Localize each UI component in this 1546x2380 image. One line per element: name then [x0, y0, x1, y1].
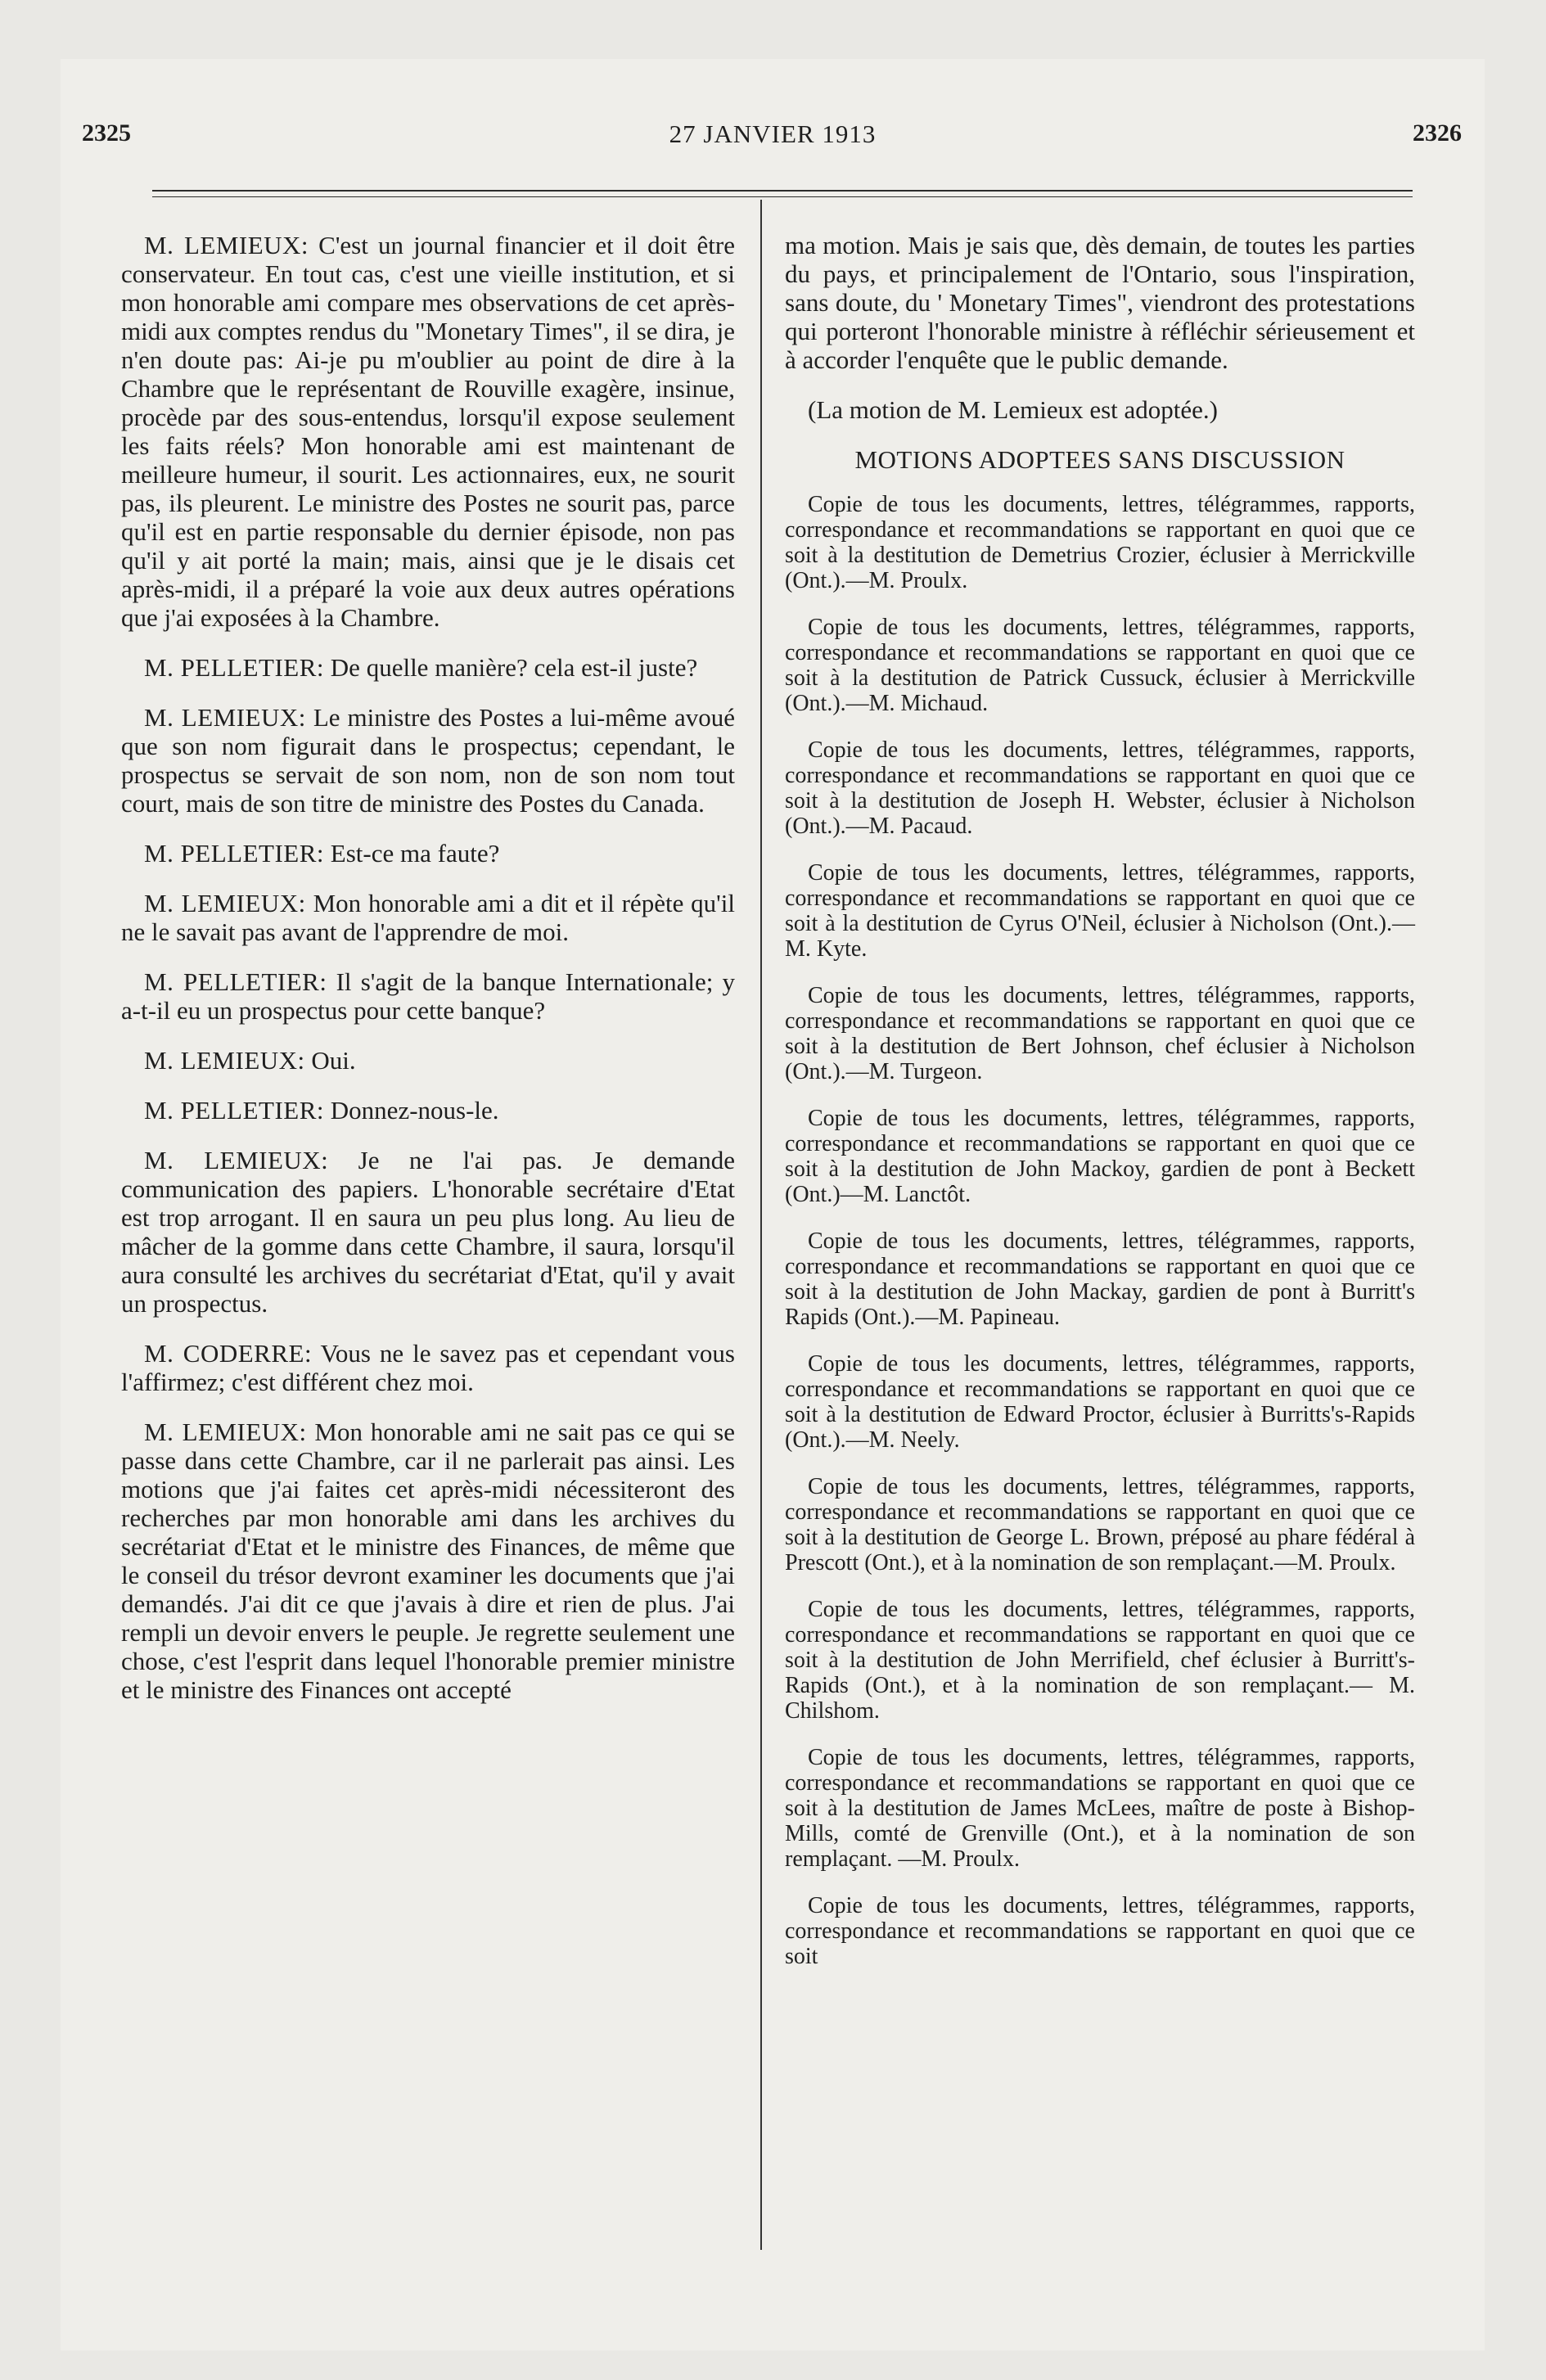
speech-text: De quelle manière? cela est-il juste? — [324, 653, 698, 682]
speech-paragraph — [121, 889, 735, 946]
speech-text: Mon honorable ami a dit et il répète qu'il ne le savait pas avant de l'apprendre de moi. — [121, 889, 735, 946]
motion-item: Copie de tous les documents, lettres, télégrammes, rapports, correspondance et recommandations se rapportant en quoi que ce soit à la destitution de Cyrus O'Neil, éclusier à Nicholson (Ont.).—M. Kyte. — [785, 860, 1415, 962]
speaker-name: M. PELLETIER: — [144, 839, 325, 868]
speech-paragraph — [121, 1046, 735, 1075]
speech-text: Mon honorable ami ne sait pas ce qui se passe dans cette Chambre, car il ne parlerait pas ainsi. Les motions que j'ai faites cet après-midi nécessiteront des recherches par mon honorable ami dans les archives du secrétariat d'Etat et le ministre des Finances, de même que le conseil du trésor devront examiner les documents que j'ai demandés. J'ai dit ce que j'avais à dire et rien de plus. J'ai rempli un devoir envers le peuple. Je regrette seulement une chose, c'est l'esprit dans lequel l'honorable premier ministre et le ministre des Finances ont accepté — [121, 1418, 735, 1704]
left-column — [121, 231, 735, 1725]
speaker-name: M. PELLETIER: — [144, 653, 325, 682]
header-date: 27 JANVIER 1913 — [669, 119, 877, 148]
speaker-name: M. LEMIEUX: — [144, 1146, 329, 1174]
speech-paragraph — [121, 1146, 735, 1318]
speaker-name: M. PELLETIER: — [144, 1096, 325, 1125]
speech-paragraph — [121, 1418, 735, 1704]
speech-text: Vous ne le savez pas et cependant vous l'affirmez; c'est différent chez moi. — [121, 1339, 735, 1396]
motion-item: Copie de tous les documents, lettres, télégrammes, rapports, correspondance et recommandations se rapportant en quoi que ce soit à la destitution de John Mackoy, gardien de pont à Beckett (Ont.)—M. Lanctôt. — [785, 1106, 1415, 1207]
column-divider — [760, 200, 762, 2250]
adopted-note: (La motion de M. Lemieux est adoptée.) — [808, 395, 1219, 424]
motion-item: Copie de tous les documents, lettres, télégrammes, rapports, correspondance et recommandations se rapportant en quoi que ce soit à la destitution de George L. Brown, préposé au phare fédéral à Prescott (Ont.), et à la nomination de son remplaçant.—M. Proulx. — [785, 1474, 1415, 1575]
speech-paragraph — [121, 1096, 735, 1125]
speech-paragraph — [121, 967, 735, 1025]
speaker-name: M. LEMIEUX: — [144, 889, 306, 917]
speech-paragraph — [121, 653, 735, 682]
motion-item: Copie de tous les documents, lettres, télégrammes, rapports, correspondance et recommandations se rapportant en quoi que ce soit à la destitution de John Mackay, gardien de pont à Burritt's Rapids (Ont.).—M. Papineau. — [785, 1228, 1415, 1330]
speech-text: Est-ce ma faute? — [324, 839, 500, 868]
speaker-name: M. PELLETIER: — [144, 967, 327, 996]
speech-text: Il s'agit de la banque Internationale; y a-t-il eu un prospectus pour cette banque? — [121, 967, 736, 1025]
header-rule — [152, 190, 1413, 192]
document-page — [61, 59, 1485, 2351]
page-number-right: 2326 — [1413, 119, 1462, 146]
speech-text: Le ministre des Postes a lui-même avoué que son nom figurait dans le prospectus; cependant, le prospectus se servait de son nom, non de son nom tout court, mais de son titre de ministre des Postes du Canada. — [121, 703, 735, 818]
motion-item: Copie de tous les documents, lettres, télégrammes, rapports, correspondance et recommandations se rapportant en quoi que ce soit à la destitution de Bert Johnson, chef éclusier à Nicholson (Ont.).—M. Turgeon. — [785, 983, 1415, 1084]
speaker-name: M. LEMIEUX: — [144, 1046, 305, 1075]
speech-paragraph — [121, 703, 735, 818]
speech-text: Donnez-nous-le. — [324, 1096, 499, 1125]
header-rule-thin — [152, 196, 1413, 197]
speaker-name: M. LEMIEUX: — [144, 1418, 307, 1446]
section-heading: MOTIONS ADOPTEES SANS DISCUSSION — [854, 445, 1345, 474]
speech-paragraph — [121, 839, 735, 868]
page-header — [61, 119, 1485, 160]
speaker-name: M. CODERRE: — [144, 1339, 313, 1368]
speech-paragraph — [121, 1339, 735, 1396]
right-column — [785, 231, 1415, 1990]
speaker-name: M. LEMIEUX: — [144, 231, 309, 259]
motion-item: Copie de tous les documents, lettres, télégrammes, rapports, correspondance et recommandations se rapportant en quoi que ce soit à la destitution de James McLees, maître de poste à Bishop-Mills, comté de Grenville (Ont.), et à la nomination de son remplaçant. —M. Proulx. — [785, 1745, 1415, 1872]
motion-item: Copie de tous les documents, lettres, télégrammes, rapports, correspondance et recommandations se rapportant en quoi que ce soit à la destitution de Demetrius Crozier, éclusier à Merrickville (Ont.).—M. Proulx. — [785, 492, 1415, 593]
continuation-paragraph: ma motion. Mais je sais que, dès demain, de toutes les parties du pays, et principalement de l'Ontario, sous l'inspiration, sans doute, du ' Monetary Times", viendront des protestations qui porteront l'honorable ministre à réfléchir sérieusement et à accorder l'enquête que le public demande. — [785, 231, 1415, 374]
motion-item: Copie de tous les documents, lettres, télégrammes, rapports, correspondance et recommandations se rapportant en quoi que ce soit à la destitution de Edward Proctor, éclusier à Burritts's-Rapids (Ont.).—M. Neely. — [785, 1351, 1415, 1453]
speaker-name: M. LEMIEUX: — [144, 703, 306, 732]
speech-paragraph — [121, 231, 735, 632]
speech-text: C'est un journal financier et il doit être conservateur. En tout cas, c'est une vieille institution, et si mon honorable ami compare mes observations de cet après-midi aux comptes rendus du "Monetary Times", il se dira, je n'en doute pas: Ai-je pu m'oublier au point de dire à la Chambre que le représentant de Rouville exagère, insinue, procède par des sous-entendus, lorsqu'il expose seulement les faits réels? Mon honorable ami est maintenant de meilleure humeur, il sourit. Les actionnaires, eux, ne sourit pas, ils pleurent. Le ministre des Postes ne sourit pas, parce qu'il est en partie responsable du dernier épisode, non pas qu'il y ait porté la main; mais, ainsi que je le disais cet après-midi, il a préparé la voie aux deux autres opérations que j'ai exposées à la Chambre. — [121, 231, 735, 632]
motion-item: Copie de tous les documents, lettres, télégrammes, rapports, correspondance et recommandations se rapportant en quoi que ce soit à la destitution de Patrick Cussuck, éclusier à Merrickville (Ont.).—M. Michaud. — [785, 615, 1415, 716]
motion-item: Copie de tous les documents, lettres, télégrammes, rapports, correspondance et recommandations se rapportant en quoi que ce soit à la destitution de Joseph H. Webster, éclusier à Nicholson (Ont.).—M. Pacaud. — [785, 737, 1415, 839]
motion-item: Copie de tous les documents, lettres, télégrammes, rapports, correspondance et recommandations se rapportant en quoi que ce soit à la destitution de John Merrifield, chef éclusier à Burritt's-Rapids (Ont.), et à la nomination de son remplaçant.— M. Chilshom. — [785, 1597, 1415, 1724]
speech-text: Je ne l'ai pas. Je demande communication des papiers. L'honorable secrétaire d'Etat est trop arrogant. Il en saura un peu plus long. Au lieu de mâcher de la gomme dans cette Chambre, il saura, lorsqu'il aura consulté les archives du secrétariat d'Etat, qu'il y avait un prospectus. — [121, 1146, 735, 1318]
page-number-left: 2325 — [82, 119, 131, 146]
motion-item: Copie de tous les documents, lettres, télégrammes, rapports, correspondance et recommandations se rapportant en quoi que ce soit — [785, 1893, 1415, 1969]
speech-text: Oui. — [304, 1046, 356, 1075]
